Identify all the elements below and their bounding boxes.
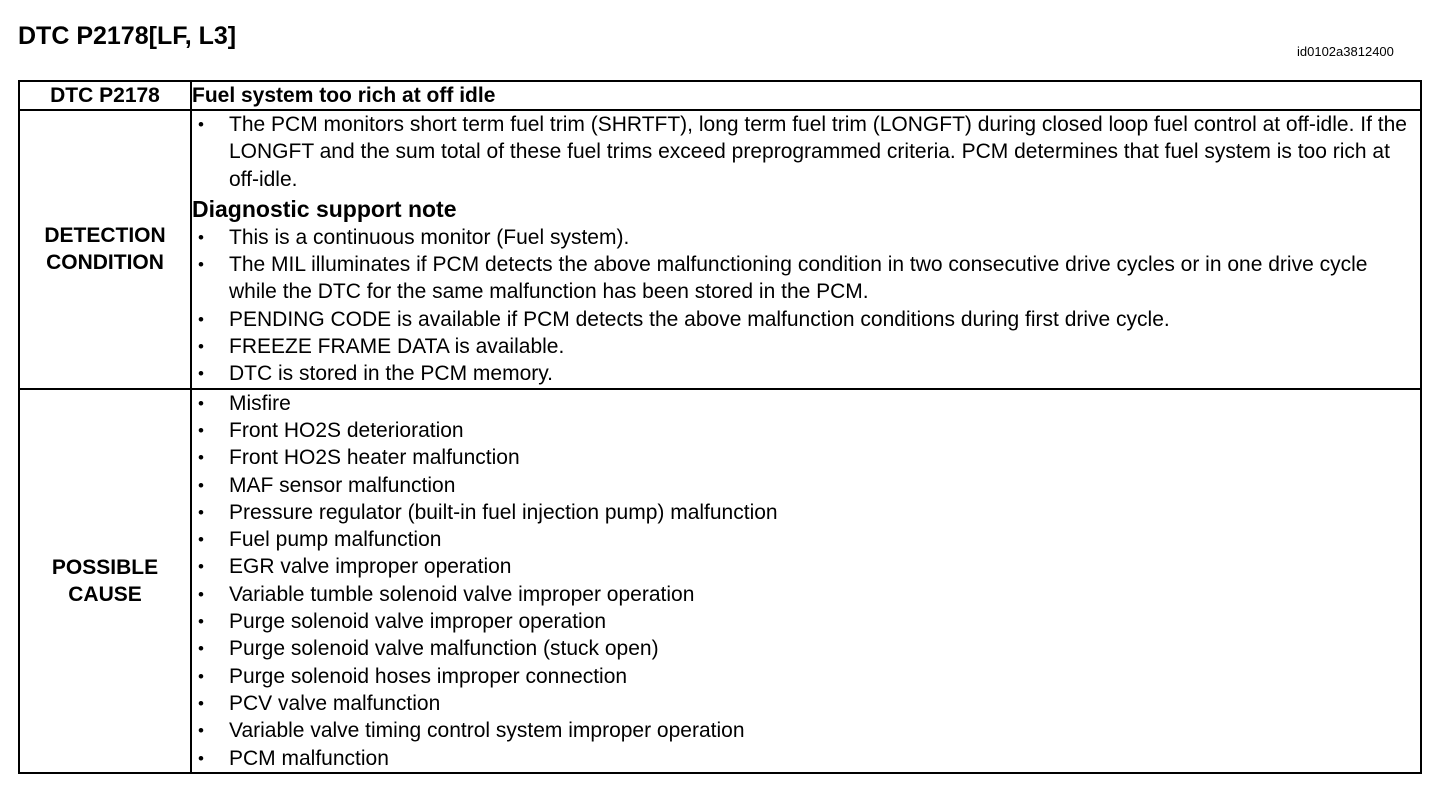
cause-label-line2: CAUSE: [68, 582, 142, 606]
list-item: • FREEZE FRAME DATA is available.: [192, 333, 1420, 360]
support-note-list: [192, 224, 1420, 388]
list-item: • PENDING CODE is available if PCM detects the above malfunction conditions during first drive cycle.: [192, 306, 1420, 333]
detection-label-line1: DETECTION: [44, 224, 166, 248]
detection-intro-list: [192, 111, 1420, 193]
list-item: • The PCM monitors short term fuel trim (SHRTFT), long term fuel trim (LONGFT) during closed loop fuel control at off-idle. If the LONGFT and the sum total of these fuel trims exceed preprogrammed criteria. PCM determines that fuel system is too rich at off-idle.: [192, 111, 1420, 193]
cause-content-cell: [191, 389, 1421, 773]
list-item: • Purge solenoid valve malfunction (stuck open): [192, 635, 1420, 662]
dtc-code-cell: [19, 81, 191, 110]
list-item: • MAF sensor malfunction: [192, 472, 1420, 499]
image-id: id0102a3812400: [1297, 44, 1394, 59]
list-item: • Pressure regulator (built-in fuel injection pump) malfunction: [192, 499, 1420, 526]
list-item: • Purge solenoid valve improper operation: [192, 608, 1420, 635]
detection-content-cell: [191, 110, 1421, 389]
dtc-table: [18, 80, 1422, 774]
list-item: • The MIL illuminates if PCM detects the above malfunctioning condition in two consecutive drive cycles or in one drive cycle while the DTC for the same malfunction has been stored in the PCM.: [192, 251, 1420, 306]
list-item: • Misfire: [192, 390, 1420, 417]
list-item: • Purge solenoid hoses improper connection: [192, 663, 1420, 690]
page-title: DTC P2178[LF, L3]: [18, 22, 237, 50]
list-item: • EGR valve improper operation: [192, 553, 1420, 580]
list-item: • PCM malfunction: [192, 745, 1420, 772]
possible-cause-row: [19, 389, 1421, 773]
list-item: • Fuel pump malfunction: [192, 526, 1420, 553]
cause-list: [192, 390, 1420, 772]
list-item: • DTC is stored in the PCM memory.: [192, 360, 1420, 387]
list-item: • This is a continuous monitor (Fuel system).: [192, 224, 1420, 251]
cause-label-line1: POSSIBLE: [51, 555, 159, 579]
dtc-description-cell: [191, 81, 1421, 110]
detection-label-line2: CONDITION: [46, 251, 164, 275]
detection-row: [19, 110, 1421, 389]
detection-label-cell: [19, 110, 191, 389]
table-header-row: [19, 81, 1421, 110]
list-item: • PCV valve malfunction: [192, 690, 1420, 717]
list-item: • Variable tumble solenoid valve improper operation: [192, 581, 1420, 608]
cause-label-cell: [19, 389, 191, 773]
dtc-description: Fuel system too rich at off idle: [192, 84, 496, 107]
list-item: • Variable valve timing control system improper operation: [192, 717, 1420, 744]
dtc-code: DTC P2178: [50, 84, 160, 107]
support-note-heading: Diagnostic support note: [192, 195, 457, 222]
list-item: • Front HO2S deterioration: [192, 417, 1420, 444]
list-item: • Front HO2S heater malfunction: [192, 444, 1420, 471]
